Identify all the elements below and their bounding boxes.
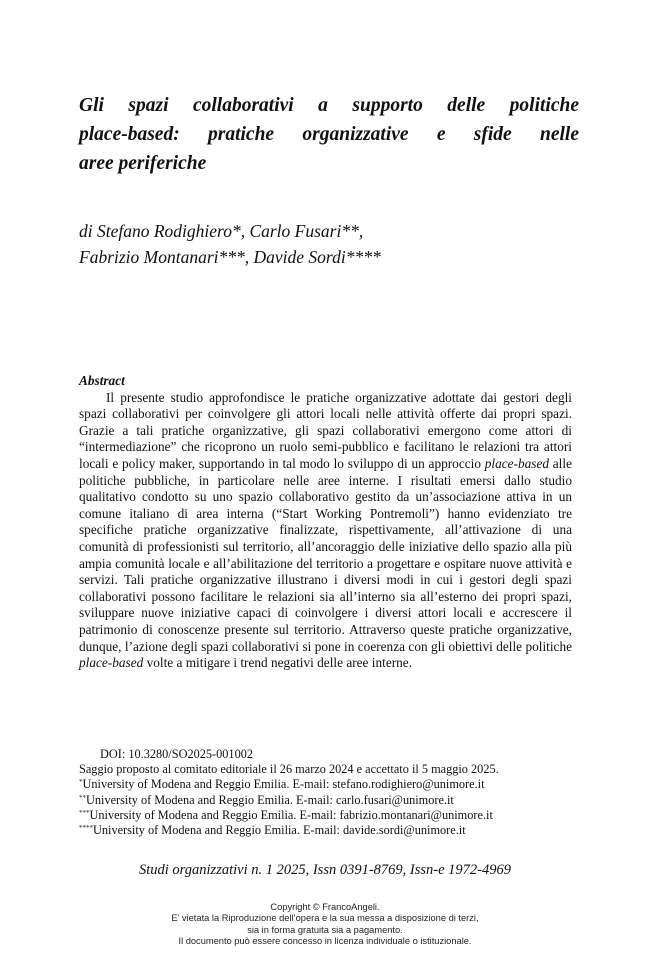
abstract-text: Il presente studio approfondisce le pratiche organizzative adottate dai gestori degli spazi collaborativi per coinvolgere gli attori locali nelle attività offerte dai propri spazi. Grazie a tali pratiche organizzative, gli spazi collaborativi emergono come attori di “intermediazione” che ricoprono un ruolo semi-pubblico e facilitano le relazioni tra attori locali e policy maker, supportando in tal modo lo sviluppo di un approccio [79,389,572,471]
article-title [79,91,579,178]
abstract-body [79,390,572,672]
abstract-text: volte a mitigare i trend negativi delle aree interne. [143,655,413,671]
copyright-line: Il documento può essere concesso in licenza individuale o istituzionale. [178,936,472,947]
affiliation-text: University of Modena and Reggio Emilia. E-mail: stefano.rodighiero@unimore.it [82,777,485,792]
affiliation-note [79,793,579,808]
affiliation-note [79,777,579,792]
copyright-notice [0,902,650,948]
journal-citation: Studi organizzativi n. 1 2025, Issn 0391-8769, Issn-e 1972-4969 [138,862,512,878]
abstract-emphasis: place-based [484,455,549,471]
submission-note: Saggio proposto al comitato editoriale il 26 marzo 2024 e accettato il 5 maggio 2025. [79,762,499,777]
author-line: Fabrizio Montanari***, Davide Sordi**** [79,247,381,267]
copyright-line: E’ vietata la Riproduzione dell’opera e la sua messa a disposizione di terzi, [171,913,479,924]
abstract-text: alle politiche pubbliche, in particolare nelle aree interne. I risultati emersi dallo studio qualitativo condotto su uno spazio collaborativo gestito da un’associazione attiva in un comune italiano di area interna (“Start Working Pontremoli”) hanno evidenziato tre specifiche pratiche organizzative finalizzate, rispettivamente, all’attivazione di una comunità di professionisti sul territorio, all’ancoraggio delle iniziative dello spazio alla più ampia comunità locale e all’abilitazione del territorio a progettare e ospitare nuove attività e servizi. Tali pratiche organizzative illustrano i diversi modi in cui i gestori degli spazi collaborativi possono facilitare le relazioni sia all’interno sia all’esterno dei propri spazi, sviluppare nuove iniziative capaci di coinvolgere i diversi attori locali e accrescere il patrimonio di conoscenze presente sul territorio. Attraverso queste pratiche organizzative, dunque, l’azione degli spazi collaborativi si pone in coerenza con gli obiettivi delle politiche [79,455,572,654]
copyright-line: sia in forma gratuita sia a pagamento. [247,924,403,935]
footnote-mark: ** [79,793,86,802]
doi-link[interactable]: DOI: 10.3280/SO2025-001002 [100,747,254,761]
title-line: aree periferiche [79,153,207,174]
affiliation-note [79,823,579,838]
author-list [79,218,579,270]
copyright-line: Copyright © FrancoAngeli. [270,902,380,912]
abstract-emphasis: place-based [79,655,144,671]
footnote-mark: **** [79,824,93,833]
affiliation-text: University of Modena and Reggio Emilia. E-mail: davide.sordi@unimore.it [93,823,466,838]
abstract-section [79,373,572,672]
footnote-mark: * [79,778,83,787]
article-metadata [79,747,579,838]
affiliation-text: University of Modena and Reggio Emilia. E-mail: fabrizio.montanari@unimore.it [89,807,493,822]
footnote-mark: *** [79,808,90,817]
title-line: Gli spazi collaborativi a supporto delle politiche [79,95,579,116]
affiliation-text: University of Modena and Reggio Emilia. E-mail: carlo.fusari@unimore.it [86,792,454,807]
affiliation-note [79,808,579,823]
title-line: place-based: pratiche organizzative e sfide nelle [79,124,579,145]
author-line: di Stefano Rodighiero*, Carlo Fusari**, [79,221,364,241]
abstract-heading: Abstract [79,373,125,388]
